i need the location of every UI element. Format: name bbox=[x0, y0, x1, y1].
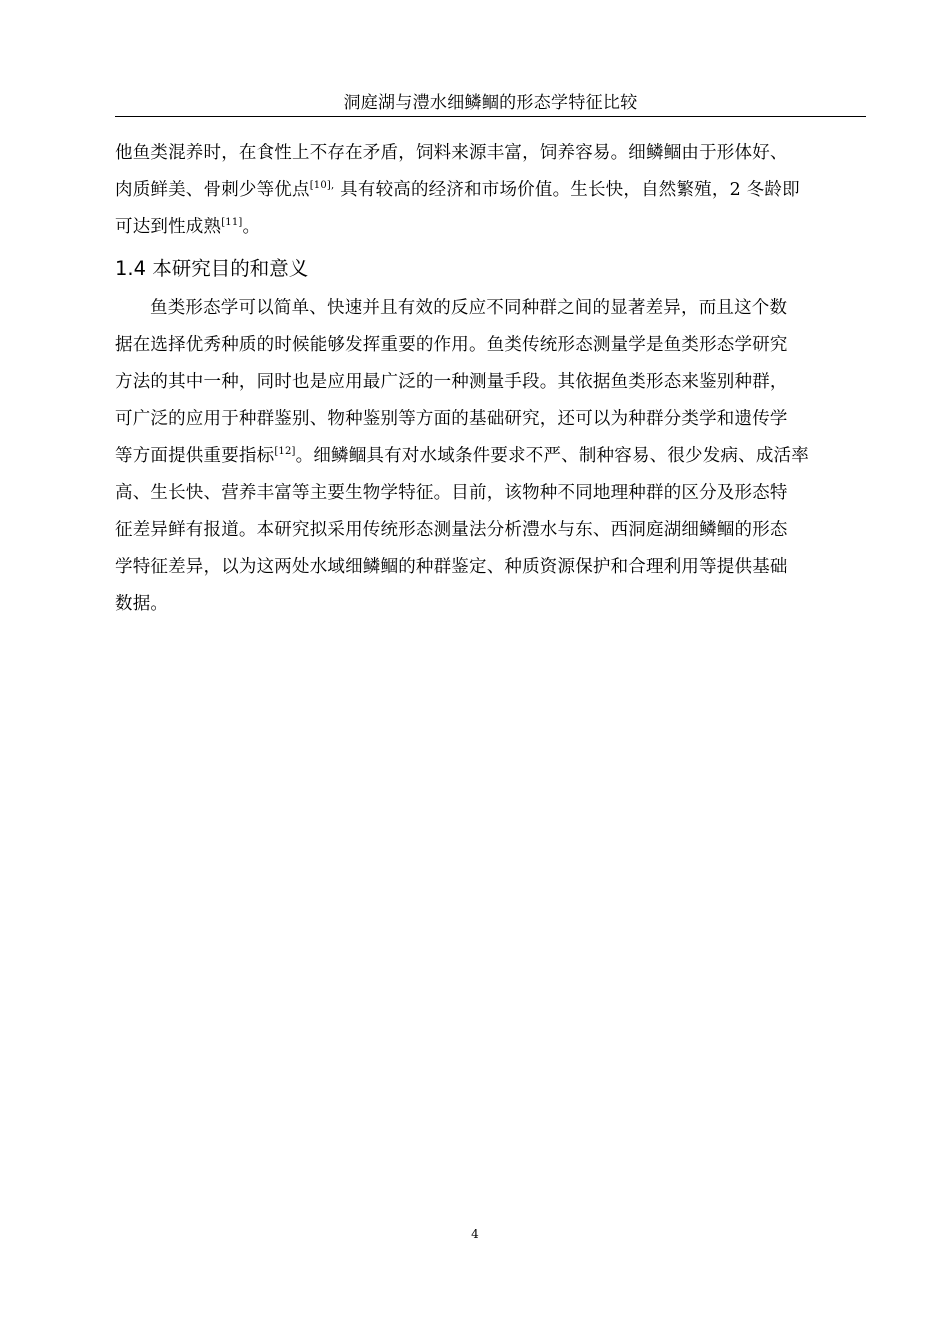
text-run: 肉质鲜美、骨刺少等优点 bbox=[115, 180, 310, 200]
body-paragraph-line-2: 据在选择优秀种质的时候能够发挥重要的作用。鱼类传统形态测量学是鱼类形态学研究 bbox=[115, 335, 788, 355]
page-number: 4 bbox=[471, 1227, 479, 1241]
text-run: 可达到性成熟 bbox=[115, 217, 222, 237]
body-paragraph-line-8: 学特征差异，以为这两处水域细鳞鲴的种群鉴定、种质资源保护和合理利用等提供基础 bbox=[115, 557, 788, 577]
header-rule bbox=[115, 116, 866, 117]
body-paragraph-line-9: 数据。 bbox=[115, 594, 169, 614]
citation-ref-10: [10], bbox=[309, 180, 335, 191]
continued-paragraph-line-2 bbox=[115, 178, 800, 202]
body-paragraph-line-7: 征差异鲜有报道。本研究拟采用传统形态测量法分析澧水与东、西洞庭湖细鳞鲴的形态 bbox=[115, 520, 788, 540]
continued-paragraph-line-1: 他鱼类混养时，在食性上不存在矛盾，饲料来源丰富，饲养容易。细鳞鲴由于形体好、 bbox=[115, 143, 788, 163]
citation-ref-12: [12] bbox=[274, 446, 296, 457]
section-heading: 1.4 本研究目的和意义 bbox=[115, 257, 309, 280]
citation-ref-11: [11] bbox=[221, 217, 243, 228]
running-header: 洞庭湖与澧水细鳞鲴的形态学特征比较 bbox=[343, 93, 638, 113]
body-paragraph-line-3: 方法的其中一种，同时也是应用最广泛的一种测量手段。其依据鱼类形态来鉴别种群， bbox=[115, 372, 788, 392]
body-paragraph-line-4: 可广泛的应用于种群鉴别、物种鉴别等方面的基础研究，还可以为种群分类学和遗传学 bbox=[115, 409, 788, 429]
text-run: 。 bbox=[242, 217, 261, 237]
text-run: 。细鳞鲴具有对水域条件要求不严、制种容易、很少发病、成活率 bbox=[295, 446, 809, 466]
text-run: 具有较高的经济和市场价值。生长快，自然繁殖，2 冬龄即 bbox=[334, 180, 800, 200]
body-paragraph-line-1: 鱼类形态学可以简单、快速并且有效的反应不同种群之间的显著差异，而且这个数 bbox=[150, 298, 788, 318]
continued-paragraph-line-3 bbox=[115, 215, 260, 239]
body-paragraph-line-6: 高、生长快、营养丰富等主要生物学特征。目前，该物种不同地理种群的区分及形态特 bbox=[115, 483, 788, 503]
text-run: 等方面提供重要指标 bbox=[115, 446, 275, 466]
body-paragraph-line-5 bbox=[115, 444, 809, 468]
